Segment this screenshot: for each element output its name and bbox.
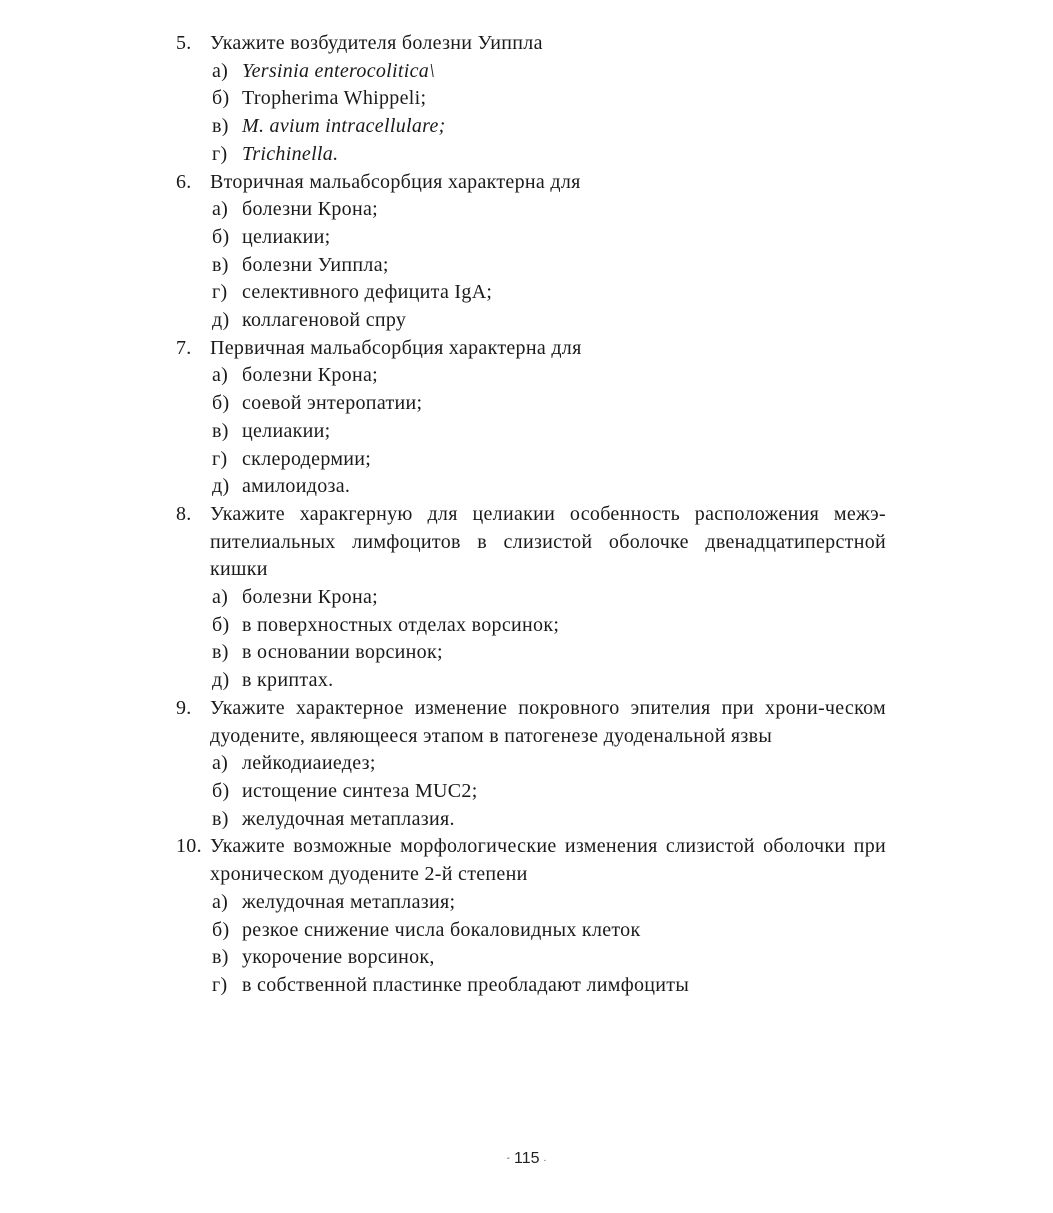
question-number: 5. [176, 32, 192, 54]
answer-option [212, 196, 886, 224]
question-text: Укажите характерное изменение покровного эпителия при хрони-ческом дуодените, являющееся этапом в патогенезе дуоденальной язвы [210, 696, 886, 747]
option-letter: г) [212, 973, 228, 996]
option-text: истощение синтеза MUC2; [242, 779, 478, 802]
answer-options [212, 889, 886, 1000]
question-item [176, 833, 886, 999]
option-letter: б) [212, 613, 230, 636]
option-text: целиакии; [242, 225, 331, 248]
option-letter: б) [212, 779, 230, 802]
option-text: болезни Крона; [242, 586, 378, 609]
question-text: Укажите харакгерную для целиакии особенность расположения межэ-пителиальных лимфоцитов в слизистой оболочке двенадцатиперстной кишки [210, 502, 886, 581]
answer-options [212, 196, 886, 335]
option-text: в поверхностных отделах ворсинок; [242, 613, 560, 636]
question-row [176, 833, 886, 888]
question-text: Укажите возможные морфологические изменения слизистой оболочки при хроническом дуодените 2-й степени [210, 835, 886, 886]
question-item [176, 30, 886, 169]
answer-option [212, 141, 886, 169]
answer-option [212, 113, 886, 141]
option-letter: б) [212, 392, 230, 415]
answer-option [212, 806, 886, 834]
option-letter: а) [212, 752, 229, 775]
option-text: амилоидоза. [242, 475, 351, 498]
option-text: болезни Крона; [242, 198, 378, 221]
question-text: Первичная мальабсорбция характерна для [210, 336, 582, 359]
option-letter: д) [212, 475, 230, 498]
answer-option [212, 252, 886, 280]
answer-option [212, 224, 886, 252]
option-text: в криптах. [242, 669, 334, 692]
question-row [176, 695, 886, 750]
option-letter: г) [212, 142, 228, 165]
answer-option [212, 362, 886, 390]
question-text: Укажите возбудителя болезни Уиппла [210, 32, 543, 54]
answer-option [212, 917, 886, 945]
answer-option [212, 85, 886, 113]
option-letter: а) [212, 364, 229, 387]
option-text: желудочная метаплазия; [242, 890, 456, 913]
option-text: Tropherima Whippeli; [242, 87, 427, 110]
option-text: склеродермии; [242, 447, 372, 470]
footer-right-mark: . [543, 1153, 547, 1165]
question-number: 10. [176, 835, 202, 858]
option-letter: а) [212, 890, 229, 913]
question-row [176, 501, 886, 584]
option-text: в основании ворсинок; [242, 641, 443, 664]
answer-option [212, 639, 886, 667]
option-letter: г) [212, 447, 228, 470]
answer-option [212, 390, 886, 418]
option-text: укорочение ворсинок, [242, 946, 435, 969]
option-text: лейкодиаиедез; [242, 752, 376, 775]
option-letter: д) [212, 309, 230, 332]
page-number: 115 [514, 1150, 540, 1167]
question-number: 9. [176, 696, 192, 719]
option-letter: в) [212, 946, 229, 969]
answer-options [212, 58, 886, 169]
option-letter: д) [212, 669, 230, 692]
question-text: Вторичная мальабсорбция характерна для [210, 170, 581, 193]
answer-option [212, 584, 886, 612]
question-row [176, 30, 886, 58]
option-text: M. avium intracellulare; [242, 115, 446, 138]
question-list [176, 30, 886, 1000]
question-number: 7. [176, 336, 192, 359]
option-text: Trichinella. [242, 142, 339, 165]
answer-option [212, 58, 886, 86]
question-item [176, 695, 886, 834]
option-letter: а) [212, 198, 229, 221]
answer-option [212, 418, 886, 446]
option-text: резкое снижение числа бокаловидных клеток [242, 918, 641, 941]
answer-option [212, 473, 886, 501]
answer-option [212, 889, 886, 917]
option-text: желудочная метаплазия. [242, 807, 455, 830]
question-row [176, 335, 886, 363]
question-item [176, 335, 886, 501]
option-letter: г) [212, 281, 228, 304]
option-letter: в) [212, 115, 229, 138]
answer-option [212, 944, 886, 972]
answer-options [212, 584, 886, 695]
option-text: целиакии; [242, 419, 331, 442]
question-row [176, 169, 886, 197]
answer-option [212, 612, 886, 640]
option-text: Yersinia enterocolitica\ [242, 59, 435, 82]
answer-option [212, 750, 886, 778]
question-number: 6. [176, 170, 192, 193]
answer-option [212, 972, 886, 1000]
option-letter: в) [212, 807, 229, 830]
footer-left-mark: - [506, 1153, 511, 1165]
question-item [176, 169, 886, 335]
option-letter: а) [212, 586, 229, 609]
option-letter: б) [212, 87, 230, 110]
answer-options [212, 362, 886, 501]
answer-option [212, 307, 886, 335]
page-footer [0, 1150, 1053, 1168]
option-text: болезни Уиппла; [242, 253, 389, 276]
question-item [176, 501, 886, 695]
answer-option [212, 667, 886, 695]
answer-option [212, 279, 886, 307]
answer-options [212, 750, 886, 833]
option-letter: в) [212, 641, 229, 664]
option-letter: б) [212, 918, 230, 941]
option-letter: в) [212, 419, 229, 442]
option-text: болезни Крона; [242, 364, 378, 387]
option-text: селективного дефицита IgA; [242, 281, 493, 304]
option-text: в собственной пластинке преобладают лимфоциты [242, 973, 690, 996]
answer-option [212, 446, 886, 474]
option-letter: в) [212, 253, 229, 276]
option-text: соевой энтеропатии; [242, 392, 423, 415]
option-letter: б) [212, 225, 230, 248]
option-text: коллагеновой спру [242, 309, 407, 332]
answer-option [212, 778, 886, 806]
option-letter: а) [212, 59, 229, 82]
question-number: 8. [176, 502, 192, 525]
